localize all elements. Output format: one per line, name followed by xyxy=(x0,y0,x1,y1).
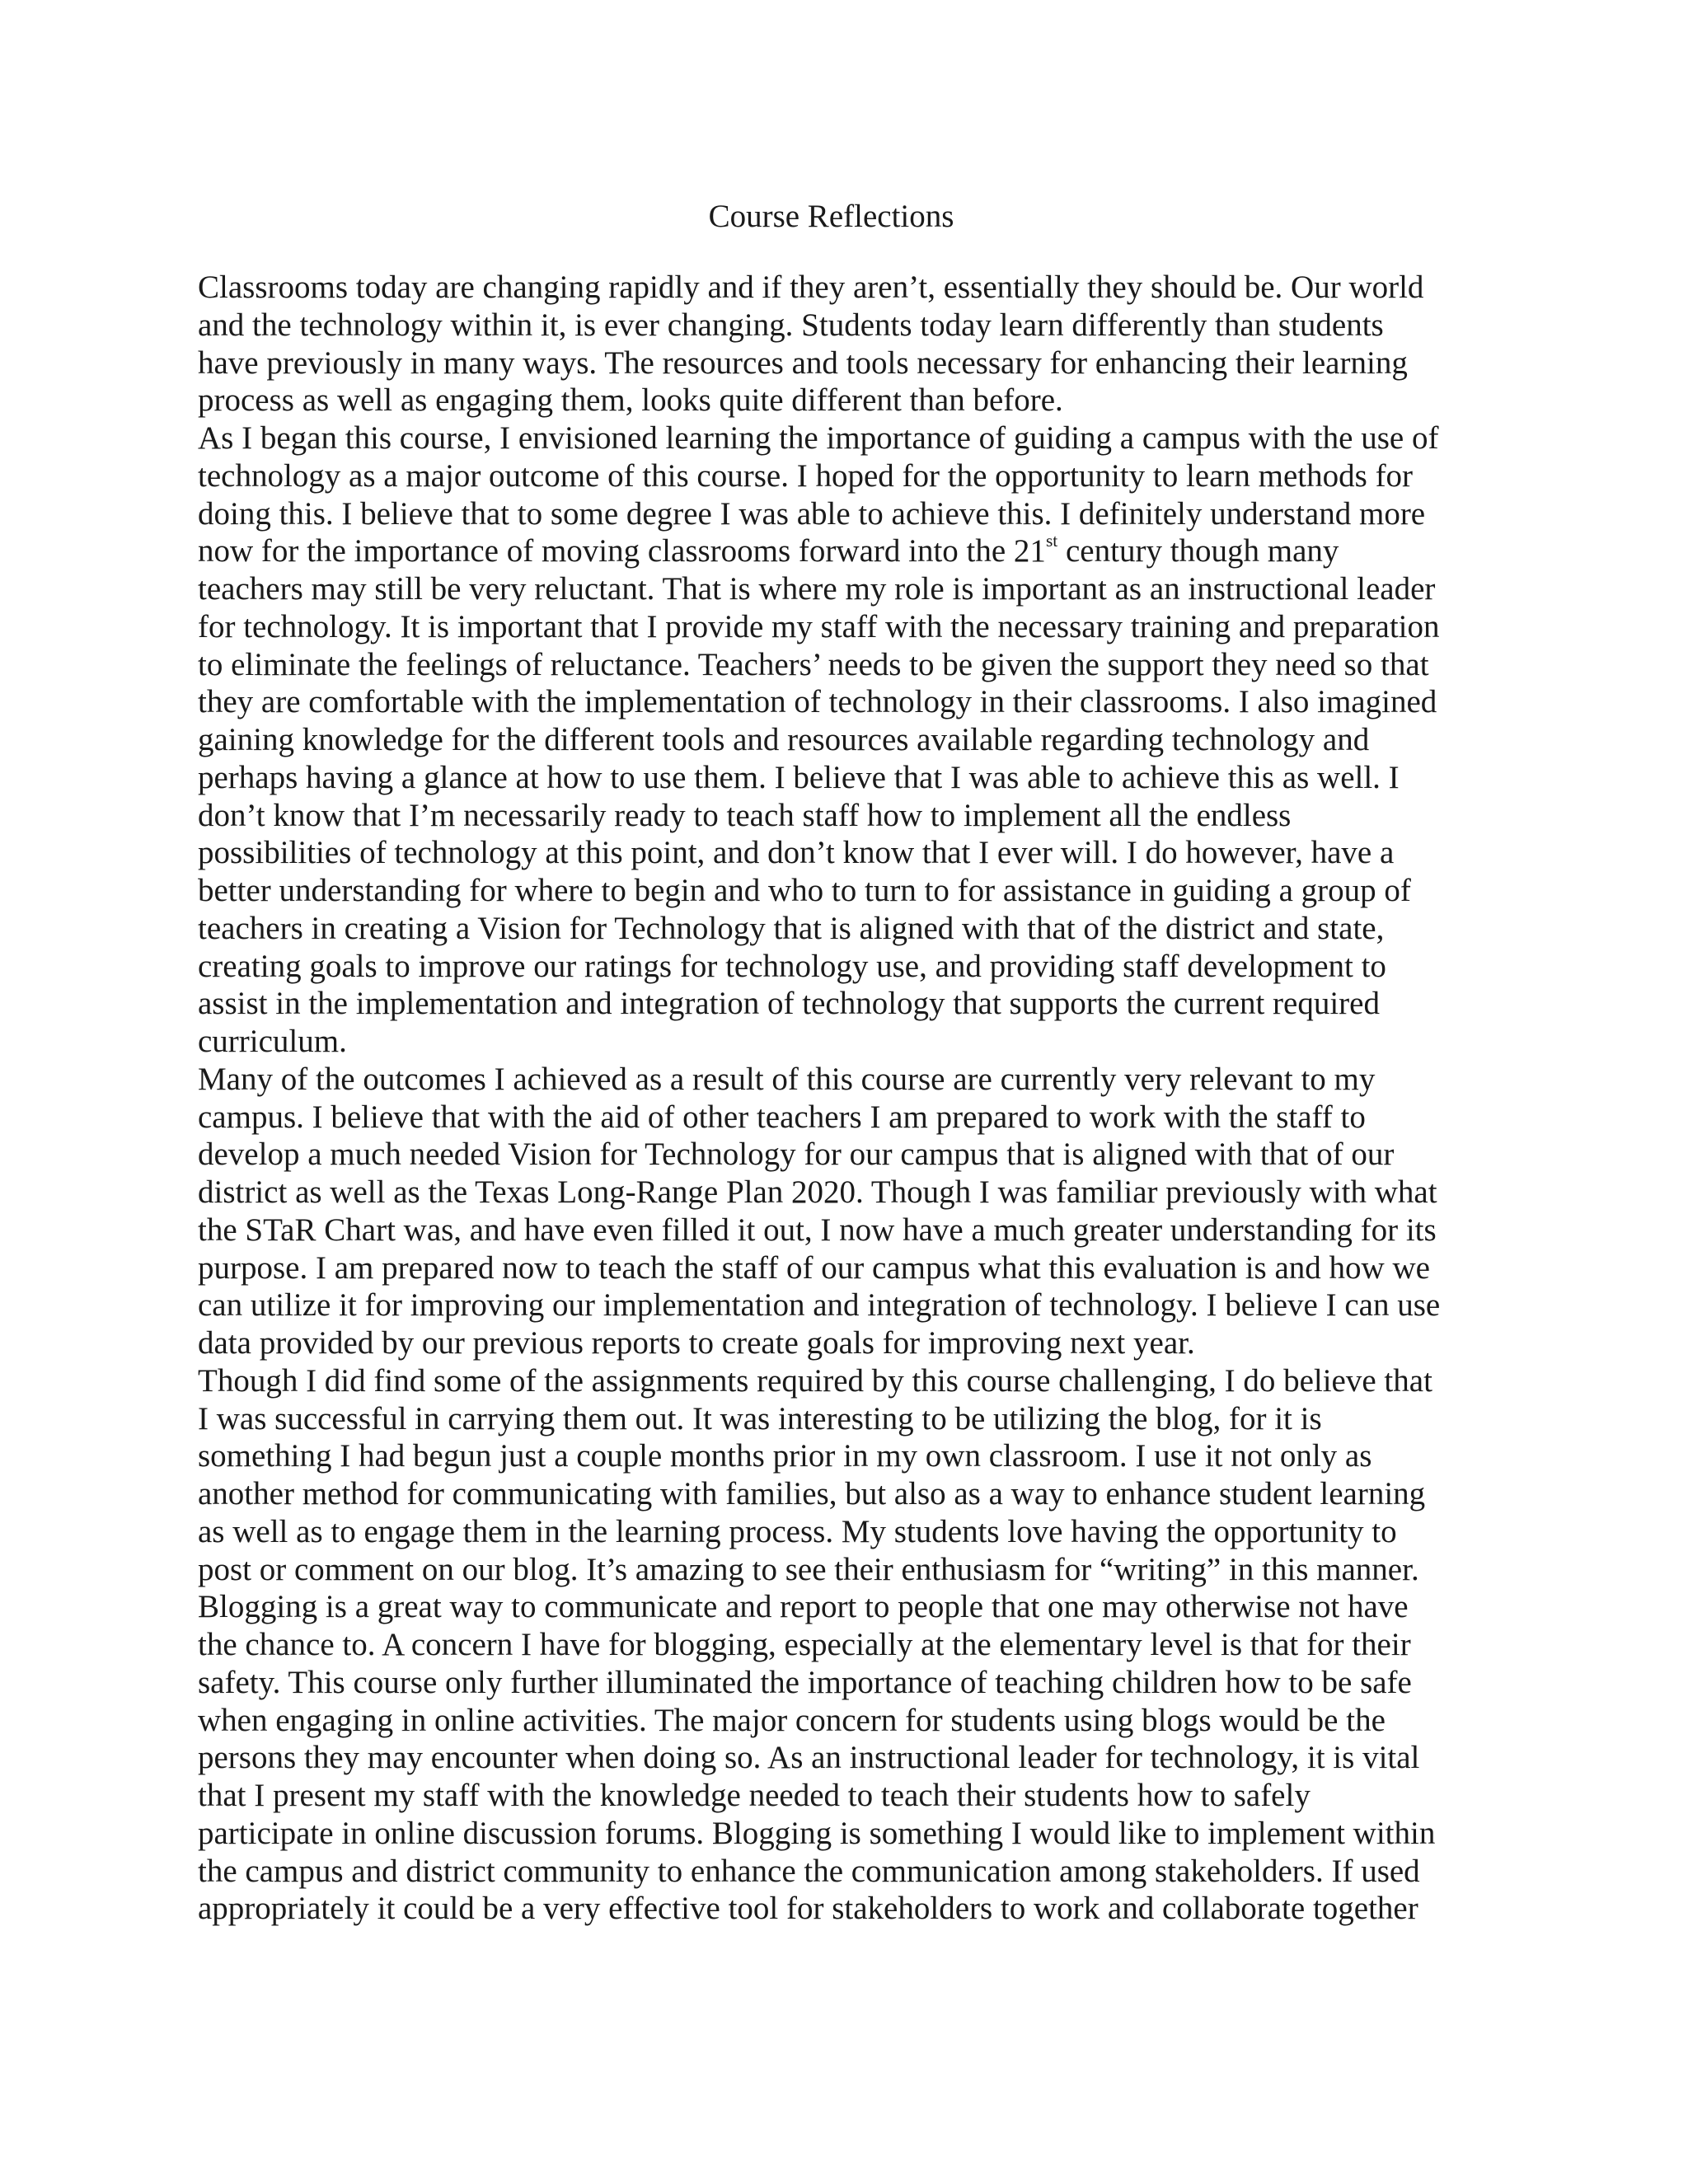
text-line: persons they may encounter when doing so. As an instructional leader for technology, it is vital xyxy=(198,1740,1420,1776)
text-line: have previously in many ways. The resources and tools necessary for enhancing their learning xyxy=(198,344,1408,381)
text-segment: now for the importance of moving classrooms forward into the 21 xyxy=(198,533,1046,569)
text-line-21st-century xyxy=(198,532,1517,570)
text-line: they are comfortable with the implementation of technology in their classrooms. I also imagined xyxy=(198,684,1437,720)
text-line: as well as to engage them in the learning process. My students love having the opportunity to xyxy=(198,1513,1397,1549)
text-line: Classrooms today are changing rapidly and if they aren’t, essentially they should be. Our world xyxy=(198,269,1424,305)
text-line: possibilities of technology at this point, and don’t know that I ever will. I do however, have a xyxy=(198,835,1395,871)
text-line: district as well as the Texas Long-Range Plan 2020. Though I was familiar previously with what xyxy=(198,1174,1437,1210)
text-line: As I began this course, I envisioned learning the importance of guiding a campus with the use of xyxy=(198,420,1439,456)
text-line: doing this. I believe that to some degree I was able to achieve this. I definitely understand more xyxy=(198,495,1426,532)
text-line: Many of the outcomes I achieved as a result of this course are currently very relevant to my xyxy=(198,1061,1376,1097)
text-line: teachers in creating a Vision for Technology that is aligned with that of the district and state, xyxy=(198,910,1385,946)
text-line: develop a much needed Vision for Technology for our campus that is aligned with that of our xyxy=(198,1137,1395,1173)
text-line: that I present my staff with the knowledge needed to teach their students how to safely xyxy=(198,1778,1311,1813)
text-line: technology as a major outcome of this course. I hoped for the opportunity to learn methods for xyxy=(198,457,1414,494)
text-line: process as well as engaging them, looks quite different than before. xyxy=(198,382,1063,419)
text-line: I was successful in carrying them out. It was interesting to be utilizing the blog, for it is xyxy=(198,1400,1322,1436)
text-line: when engaging in online activities. The major concern for students using blogs would be the xyxy=(198,1702,1386,1738)
text-line: the STaR Chart was, and have even filled it out, I now have a much greater understanding for its xyxy=(198,1212,1437,1248)
text-line: teachers may still be very reluctant. That is where my role is important as an instructional leader xyxy=(198,571,1436,607)
text-line: data provided by our previous reports to create goals for improving next year. xyxy=(198,1325,1195,1361)
text-line: purpose. I am prepared now to teach the staff of our campus what this evaluation is and how we xyxy=(198,1249,1430,1286)
text-line: to eliminate the feelings of reluctance. Teachers’ needs to be given the support they need so that xyxy=(198,646,1429,682)
text-line: the campus and district community to enhance the communication among stakeholders. If used xyxy=(198,1853,1420,1889)
document-title: Course Reflections xyxy=(708,199,954,234)
text-line: campus. I believe that with the aid of other teachers I am prepared to work with the staff to xyxy=(198,1099,1366,1135)
text-segment: century though many xyxy=(1057,533,1339,569)
text-line: creating goals to improve our ratings for technology use, and providing staff development to xyxy=(198,948,1386,984)
text-line: another method for communicating with families, but also as a way to enhance student learning xyxy=(198,1476,1426,1511)
document-body xyxy=(198,269,1517,1928)
text-line: assist in the implementation and integration of technology that supports the current required xyxy=(198,986,1380,1022)
text-line: Though I did find some of the assignments required by this course challenging, I do believe that xyxy=(198,1362,1432,1399)
text-line: something I had begun just a couple months prior in my own classroom. I use it not only as xyxy=(198,1438,1372,1474)
text-line: Blogging is a great way to communicate and report to people that one may otherwise not have xyxy=(198,1589,1409,1625)
text-line: perhaps having a glance at how to use them. I believe that I was able to achieve this as well. I xyxy=(198,759,1400,795)
superscript-st: st xyxy=(1045,531,1058,551)
text-line: appropriately it could be a very effective tool for stakeholders to work and collaborate together xyxy=(198,1891,1418,1927)
text-line: the chance to. A concern I have for blogging, especially at the elementary level is that for their xyxy=(198,1627,1411,1662)
text-line: better understanding for where to begin and who to turn to for assistance in guiding a group of xyxy=(198,873,1411,908)
text-line: gaining knowledge for the different tools and resources available regarding technology and xyxy=(198,722,1370,757)
text-line: for technology. It is important that I provide my staff with the necessary training and preparation xyxy=(198,608,1440,644)
text-line: don’t know that I’m necessarily ready to teach staff how to implement all the endless xyxy=(198,797,1292,833)
text-line: can utilize it for improving our implementation and integration of technology. I believe I can use xyxy=(198,1287,1441,1324)
text-line: post or comment on our blog. It’s amazing to see their enthusiasm for “writing” in this manner. xyxy=(198,1551,1419,1587)
text-line: safety. This course only further illuminated the importance of teaching children how to be safe xyxy=(198,1664,1412,1700)
text-line: and the technology within it, is ever changing. Students today learn differently than students xyxy=(198,307,1384,343)
text-line: curriculum. xyxy=(198,1024,347,1059)
text-line: participate in online discussion forums. Blogging is something I would like to implement within xyxy=(198,1815,1436,1851)
